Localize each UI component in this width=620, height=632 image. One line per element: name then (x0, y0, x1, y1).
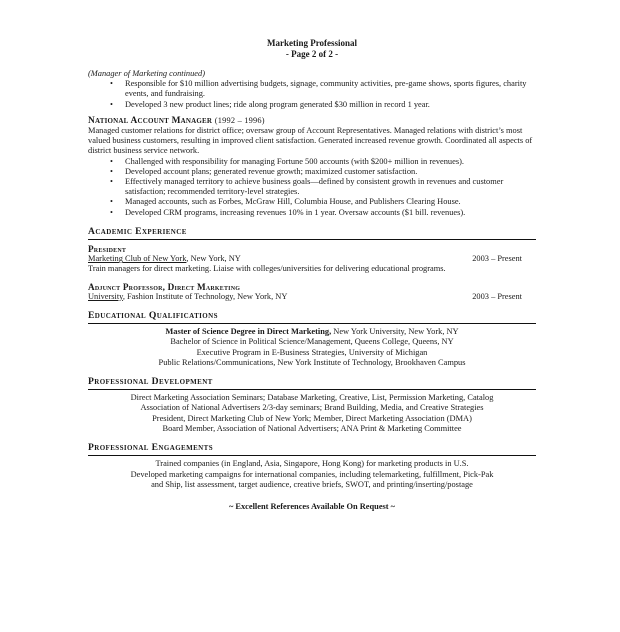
section-heading-engagements: Professional Engagements (88, 443, 536, 456)
education-section (88, 327, 536, 368)
bullet-item: • Responsible for $10 million advertising budgets, signage, community activities, pre-game shows, sports figures, charity events, and fundraising. (88, 79, 536, 99)
education-line: Public Relations/Communications, New York Institute of Technology, Brookhaven Campus (158, 357, 466, 367)
degree-school: New York University, New York, NY (331, 327, 459, 337)
degree-line (88, 327, 536, 337)
development-line: President, Direct Marketing Club of New York; Member, Direct Marketing Association (DMA) (152, 413, 472, 423)
continued-label: (Manager of Marketing continued) (88, 69, 205, 78)
job-dates: (1992 – 1996) (214, 115, 265, 125)
development-line: Direct Marketing Association Seminars; Database Marketing, Creative, List, Permission Marketing, Catalog (130, 393, 494, 403)
bullet-item: • Developed 3 new product lines; ride along program generated $30 million in record 1 year. (88, 100, 536, 110)
org-location: , New York, NY (186, 254, 241, 264)
education-line: Bachelor of Science in Political Science/Management, Queens College, Queens, NY (170, 337, 454, 347)
development-line: Board Member, Association of National Advertisers; ANA Print & Marketing Committee (162, 423, 462, 433)
position-description: Train managers for direct marketing. Liaise with colleges/universities for delivering educational programs. (88, 264, 446, 274)
degree-title: Master of Science Degree in Direct Marketing, (165, 327, 332, 337)
references-footer: ~ Excellent References Available On Request ~ (228, 501, 396, 511)
resume-page (88, 38, 536, 512)
national-account-section (88, 116, 536, 218)
education-line: Executive Program in E-Business Strategies, University of Michigan (196, 347, 428, 357)
job-bullets (88, 157, 536, 218)
position-org-line (88, 254, 241, 264)
bullet-item: • Effectively managed territory to achieve business goals—defined by consistent growth in revenues and customer satisfaction; recommended territory-level strategies. (88, 177, 536, 197)
org-name: Marketing Club of New York (88, 254, 187, 264)
section-heading-academic: Academic Experience (88, 227, 536, 240)
engagement-line: and Ship, list assessment, target audience, creative briefs, SWOT, and printing/inserting/postage (151, 479, 473, 489)
section-heading-education: Educational Qualifications (88, 311, 536, 324)
academic-section (88, 244, 536, 302)
development-line: Association of National Advertisers 2/3-day seminars; Brand Building, Media, and Creative Strategies (140, 403, 484, 413)
position-dates: 2003 – Present (472, 291, 522, 301)
engagement-line: Trained companies (in England, Asia, Singapore, Hong Kong) for marketing products in U.S. (155, 459, 469, 469)
bullet-item: • Challenged with responsibility for managing Fortune 500 accounts (with $200+ million in revenues). (88, 157, 536, 167)
org-location: , Fashion Institute of Technology, New York, NY (122, 291, 288, 301)
job-title (88, 116, 536, 126)
position-dates: 2003 – Present (472, 254, 522, 264)
document-title: Marketing Professional (266, 38, 358, 48)
position-row (88, 292, 536, 302)
bullet-item: • Managed accounts, such as Forbes, McGraw Hill, Columbia House, and Publishers Clearing House. (88, 197, 536, 207)
org-name: University (88, 291, 123, 301)
section-heading-development: Professional Development (88, 377, 536, 390)
page-number: - Page 2 of 2 - (285, 49, 339, 59)
position-org-line (88, 292, 287, 302)
engagements-section (88, 459, 536, 490)
bullet-item: • Developed CRM programs, increasing revenues 10% in 1 year. Oversaw accounts ($1 bill. revenues). (88, 208, 536, 218)
development-section (88, 393, 536, 434)
bullet-item: • Developed account plans; generated revenue growth; maximized customer satisfaction. (88, 167, 536, 177)
engagement-line: Developed marketing campaigns for international companies, including telemarketing, fulfillment, Pick-Pak (130, 469, 494, 479)
job-summary: Managed customer relations for district office; oversaw group of Account Representatives. Managed relations with district’s most valued business customers, resulting in improved client satisfaction. Generated increased revenue growth. Coordinated all aspects of district business service network. (88, 126, 533, 156)
continued-section (88, 69, 536, 110)
position-title: President (88, 244, 127, 255)
job-title-text: National Account Manager (88, 115, 213, 126)
position-row (88, 254, 536, 264)
continued-bullets (88, 79, 536, 110)
position-title: Adjunct Professor, Direct Marketing (88, 281, 241, 292)
